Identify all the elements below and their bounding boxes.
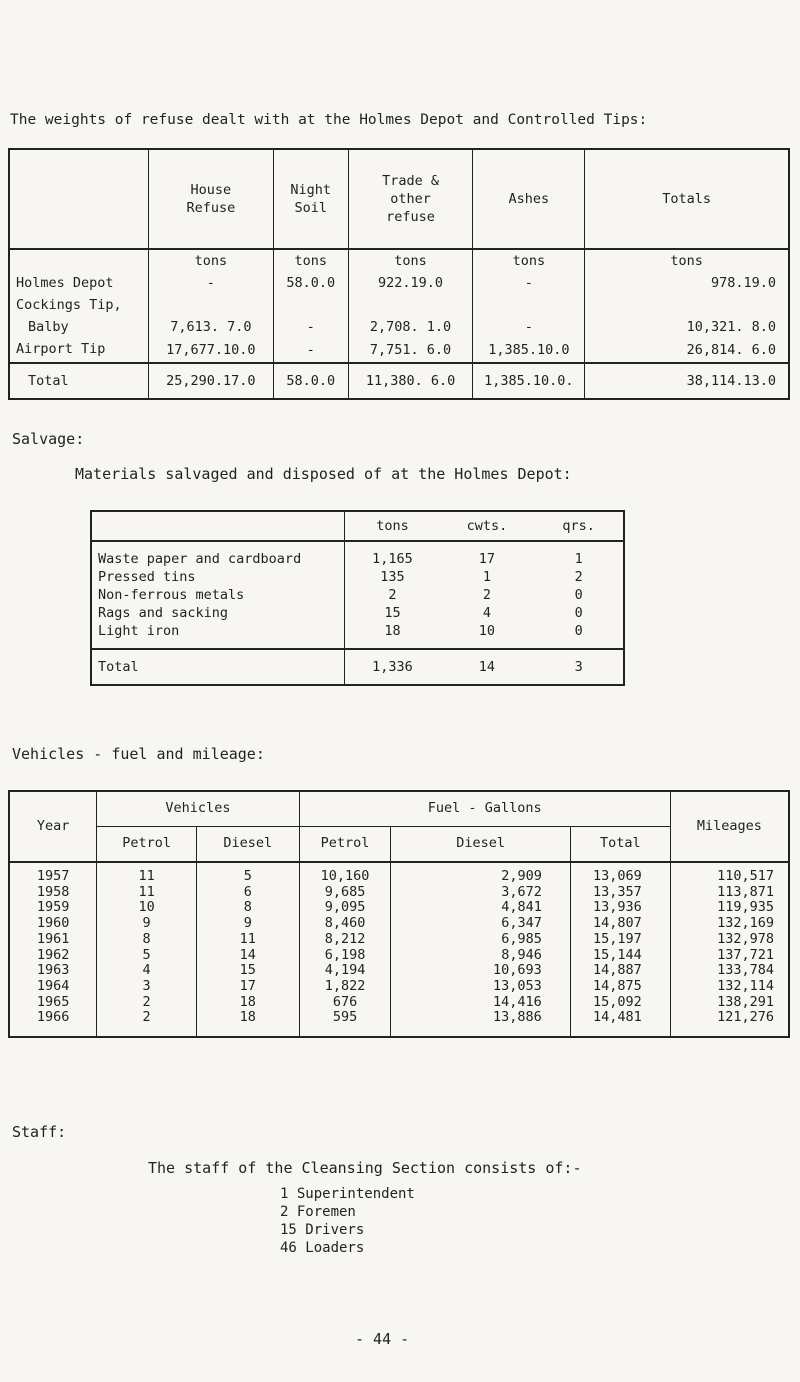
- table-row: [9, 1010, 789, 1037]
- table-row: [9, 948, 789, 964]
- vehicles-body: [9, 862, 789, 1037]
- cell: 18: [196, 1010, 299, 1037]
- header-trade-refuse: Trade & other refuse: [348, 149, 473, 249]
- cell: 138,291: [670, 995, 789, 1011]
- table-row: [91, 568, 624, 586]
- cell: [148, 294, 273, 316]
- intro-text: The weights of refuse dealt with at the Holmes Depot and Controlled Tips:: [10, 112, 648, 128]
- cell: -: [473, 272, 585, 294]
- page-number: - 44 -: [355, 1330, 410, 1348]
- list-item: 2 Foremen: [280, 1204, 356, 1220]
- total-row: [91, 649, 624, 685]
- table-row: [9, 272, 789, 294]
- total-cell: 14: [440, 649, 535, 685]
- cell: 4,194: [299, 963, 391, 979]
- header-tons: tons: [345, 511, 440, 541]
- cell: 8: [97, 932, 197, 948]
- staff-intro: The staff of the Cleansing Section consists of:-: [148, 1159, 582, 1177]
- cell: 10: [478, 623, 496, 639]
- cell: 5: [196, 862, 299, 885]
- refuse-header-blank: [9, 149, 148, 249]
- year-cell: 1965: [9, 995, 97, 1011]
- cell: 10: [97, 900, 197, 916]
- table-row: [9, 916, 789, 932]
- material-label: Pressed tins: [91, 568, 345, 586]
- cell: 14,416: [391, 995, 570, 1011]
- refuse-header-row: [9, 149, 789, 249]
- cell: 676: [299, 995, 391, 1011]
- cell: 11: [97, 862, 197, 885]
- list-item: 46 Loaders: [280, 1240, 365, 1256]
- cell: 132,169: [670, 916, 789, 932]
- row-label: Balby: [9, 316, 148, 338]
- table-row: [91, 622, 624, 649]
- header-night-soil: Night Soil: [273, 149, 348, 249]
- cell: 13,936: [570, 900, 670, 916]
- staff-list: [280, 1185, 415, 1257]
- total-cell: 38,114.13.0: [585, 363, 789, 399]
- salvage-header-blank: [91, 511, 345, 541]
- header-fuel-diesel: Diesel: [391, 827, 570, 863]
- cell: 0: [574, 623, 583, 639]
- material-label: Non-ferrous metals: [91, 586, 345, 604]
- cell: 8,212: [299, 932, 391, 948]
- cell: 113,871: [670, 885, 789, 901]
- header-fuel-petrol: Petrol: [299, 827, 391, 863]
- cell: 8,946: [391, 948, 570, 964]
- table-row: [9, 995, 789, 1011]
- header-mileages: Mileages: [670, 791, 789, 862]
- unit-label: tons: [148, 249, 273, 272]
- cell: 2: [574, 569, 583, 585]
- cell: 14,807: [570, 916, 670, 932]
- header-totals: Totals: [585, 149, 789, 249]
- cell: 4,841: [391, 900, 570, 916]
- cell: 15: [384, 605, 401, 621]
- cell: 1,822: [299, 979, 391, 995]
- salvage-table: [90, 510, 625, 686]
- cell: 7,613. 7.0: [148, 316, 273, 338]
- unit-label: tons: [273, 249, 348, 272]
- header-year: Year: [9, 791, 97, 862]
- cell: 9: [196, 916, 299, 932]
- cell: 13,886: [391, 1010, 570, 1037]
- total-cell: 3: [534, 649, 624, 685]
- table-row: [91, 586, 624, 604]
- total-cell: 58.0.0: [273, 363, 348, 399]
- cell: 11: [97, 885, 197, 901]
- cell: 0: [574, 587, 583, 603]
- cell: 11: [196, 932, 299, 948]
- cell: -: [473, 316, 585, 338]
- cell: [273, 294, 348, 316]
- cell: 3: [97, 979, 197, 995]
- header-fuel-total: Total: [570, 827, 670, 863]
- material-label: Rags and sacking: [91, 604, 345, 622]
- row-label: Cockings Tip,: [9, 294, 148, 316]
- cell: 18: [384, 623, 401, 639]
- cell: 8: [196, 900, 299, 916]
- list-item: 1 Superintendent: [280, 1186, 415, 1202]
- cell: 10,321. 8.0: [585, 316, 789, 338]
- header-vehicles-diesel: Diesel: [196, 827, 299, 863]
- cell: 8,460: [299, 916, 391, 932]
- cell: 17,677.10.0: [148, 338, 273, 363]
- material-label: Waste paper and cardboard: [91, 541, 345, 568]
- cell: 14,481: [570, 1010, 670, 1037]
- cell: 6,347: [391, 916, 570, 932]
- cell: -: [148, 272, 273, 294]
- year-cell: 1960: [9, 916, 97, 932]
- salvage-header-row: [91, 511, 624, 541]
- year-cell: 1964: [9, 979, 97, 995]
- cell: 922.19.0: [348, 272, 473, 294]
- cell: 9: [97, 916, 197, 932]
- units-blank: [9, 249, 148, 272]
- year-cell: 1966: [9, 1010, 97, 1037]
- header-fuel: Fuel - Gallons: [299, 791, 670, 827]
- cell: 15,144: [570, 948, 670, 964]
- cell: 10,693: [391, 963, 570, 979]
- cell: 2: [482, 587, 491, 603]
- table-row: [9, 316, 789, 338]
- total-cell: 1,336: [345, 649, 440, 685]
- cell: -: [273, 338, 348, 363]
- year-cell: 1962: [9, 948, 97, 964]
- row-label: Airport Tip: [9, 338, 148, 363]
- cell: 978.19.0: [585, 272, 789, 294]
- header-qrs: qrs.: [534, 511, 624, 541]
- table-row: [9, 885, 789, 901]
- cell: 15,092: [570, 995, 670, 1011]
- table-row: [9, 932, 789, 948]
- table-row: [9, 338, 789, 363]
- row-label: Holmes Depot: [9, 272, 148, 294]
- cell: 2: [97, 995, 197, 1011]
- total-row: [9, 363, 789, 399]
- cell: 7,751. 6.0: [348, 338, 473, 363]
- cell: 13,357: [570, 885, 670, 901]
- cell: 1,165: [372, 551, 413, 567]
- unit-label: tons: [473, 249, 585, 272]
- cell: 58.0.0: [273, 272, 348, 294]
- total-label: Total: [91, 649, 345, 685]
- cell: 17: [196, 979, 299, 995]
- cell: 14: [196, 948, 299, 964]
- cell: 6,985: [391, 932, 570, 948]
- cell: 2,708. 1.0: [348, 316, 473, 338]
- cell: 595: [299, 1010, 391, 1037]
- salvage-subheading: Materials salvaged and disposed of at the Holmes Depot:: [75, 465, 572, 483]
- table-row: [9, 963, 789, 979]
- table-row: [9, 862, 789, 885]
- cell: 2: [97, 1010, 197, 1037]
- cell: 14,875: [570, 979, 670, 995]
- year-cell: 1961: [9, 932, 97, 948]
- table-row: [9, 294, 789, 316]
- cell: 17: [478, 551, 496, 567]
- material-label: Light iron: [91, 622, 345, 649]
- cell: 18: [196, 995, 299, 1011]
- cell: 0: [574, 605, 583, 621]
- cell: 9,095: [299, 900, 391, 916]
- total-cell: 1,385.10.0.: [473, 363, 585, 399]
- year-cell: 1959: [9, 900, 97, 916]
- table-row: [91, 541, 624, 568]
- cell: 15,197: [570, 932, 670, 948]
- table-row: [91, 604, 624, 622]
- cell: 135: [380, 569, 405, 585]
- cell: -: [273, 316, 348, 338]
- cell: 6: [196, 885, 299, 901]
- cell: [585, 294, 789, 316]
- cell: 14,887: [570, 963, 670, 979]
- year-cell: 1963: [9, 963, 97, 979]
- year-cell: 1957: [9, 862, 97, 885]
- cell: 9,685: [299, 885, 391, 901]
- cell: [473, 294, 585, 316]
- salvage-heading: Salvage:: [12, 430, 85, 448]
- cell: 137,721: [670, 948, 789, 964]
- cell: 10,160: [299, 862, 391, 885]
- cell: 6,198: [299, 948, 391, 964]
- cell: 132,978: [670, 932, 789, 948]
- total-cell: 25,290.17.0: [148, 363, 273, 399]
- units-row: [9, 249, 789, 272]
- refuse-weights-table: [8, 148, 790, 400]
- unit-label: tons: [348, 249, 473, 272]
- header-vehicles: Vehicles: [97, 791, 299, 827]
- cell: 13,053: [391, 979, 570, 995]
- vehicles-header-row: [9, 791, 789, 827]
- year-cell: 1958: [9, 885, 97, 901]
- staff-heading: Staff:: [12, 1123, 67, 1141]
- unit-label: tons: [585, 249, 789, 272]
- cell: 4: [482, 605, 491, 621]
- cell: 119,935: [670, 900, 789, 916]
- table-row: [9, 979, 789, 995]
- header-house-refuse: House Refuse: [148, 149, 273, 249]
- cell: 121,276: [670, 1010, 789, 1037]
- cell: 1: [574, 551, 583, 567]
- total-label: Total: [9, 363, 148, 399]
- vehicles-table: [8, 790, 790, 1038]
- cell: 4: [97, 963, 197, 979]
- cell: 2: [388, 587, 397, 603]
- cell: 5: [97, 948, 197, 964]
- cell: 13,069: [570, 862, 670, 885]
- cell: 132,114: [670, 979, 789, 995]
- cell: 133,784: [670, 963, 789, 979]
- cell: 26,814. 6.0: [585, 338, 789, 363]
- cell: 1,385.10.0: [473, 338, 585, 363]
- header-ashes: Ashes: [473, 149, 585, 249]
- cell: 2,909: [391, 862, 570, 885]
- cell: [348, 294, 473, 316]
- total-cell: 11,380. 6.0: [348, 363, 473, 399]
- cell: 1: [482, 569, 491, 585]
- header-cwts: cwts.: [440, 511, 535, 541]
- cell: 3,672: [391, 885, 570, 901]
- header-vehicles-petrol: Petrol: [97, 827, 197, 863]
- list-item: 15 Drivers: [280, 1222, 365, 1238]
- vehicles-heading: Vehicles - fuel and mileage:: [12, 745, 265, 763]
- table-row: [9, 900, 789, 916]
- cell: 110,517: [670, 862, 789, 885]
- cell: 15: [196, 963, 299, 979]
